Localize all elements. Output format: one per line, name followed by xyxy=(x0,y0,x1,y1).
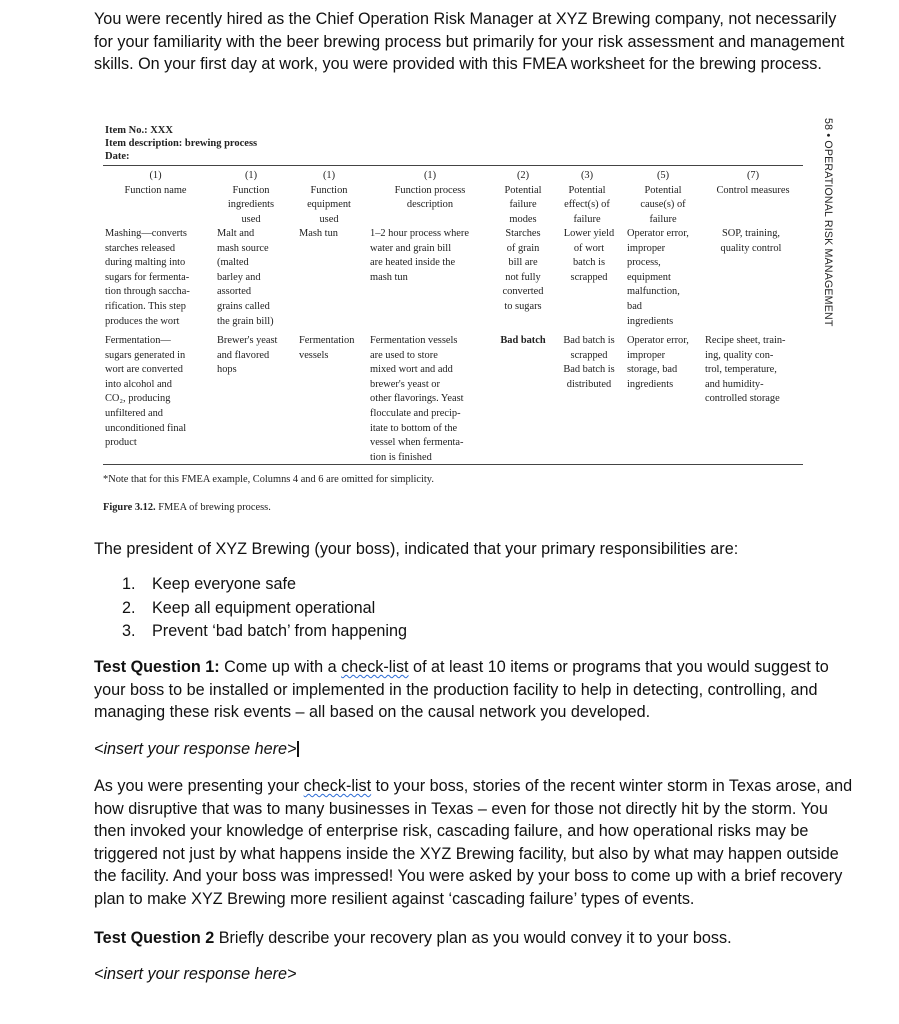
fmea-worksheet-figure xyxy=(96,114,807,524)
row-fermentation-function-name: Fermentation— sugars generated in wort are converted into alcohol and CO₂, producing unfiltered and unconditioned final product xyxy=(105,335,187,449)
col-header-process-description: (1) Function process description xyxy=(394,170,466,211)
col-header-effects: (3) Potential effect(s) of failure xyxy=(564,170,610,225)
list-item: 1. Keep everyone safe xyxy=(122,575,296,593)
check-list-word: check-list xyxy=(341,658,409,676)
table-top-rule xyxy=(103,165,803,166)
col-header-control-measures: (7) Control measures xyxy=(716,170,790,196)
list-item: 3. Prevent ‘bad batch’ from happening xyxy=(122,622,407,641)
running-header: 58 • OPERATIONAL RISK MANAGEMENT xyxy=(822,118,834,327)
figure-caption: Figure 3.12. FMEA of brewing process. xyxy=(103,502,271,513)
row-mashing-equipment: Mash tun xyxy=(299,228,338,239)
table-bottom-rule xyxy=(103,464,803,465)
row-fermentation-ingredients: Brewer's yeast and flavored hops xyxy=(217,335,278,376)
row-mashing-description: 1–2 hour process where water and grain bill are heated inside the mash tun xyxy=(370,228,469,283)
row-fermentation-causes: Operator error, improper storage, bad ingredients xyxy=(627,335,689,390)
item-description: Item description: brewing process xyxy=(105,138,258,149)
col-header-function-name: (1) Function name xyxy=(124,170,187,196)
row-mashing-failure-modes: Starches of grain bill are not fully converted to sugars xyxy=(502,228,544,312)
row-fermentation-failure-modes: Bad batch xyxy=(500,335,546,346)
row-fermentation-description: Fermentation vessels are used to store mixed wort and add brewer's yeast or other flavorings. Yeast flocculate and precip- itate to bottom of the vessel when fermenta- tion is finished xyxy=(370,335,464,463)
item-number: Item No.: XXX xyxy=(105,125,173,136)
intro-paragraph: You were recently hired as the Chief Operation Risk Manager at XYZ Brewing company, not necessarily for your familiarity with the beer brewing process but primarily for your risk assessment and management skills. On your first day at work, you were provided with this FMEA worksheet for the brewing process. xyxy=(94,10,845,74)
col-header-equipment: (1) Function equipment used xyxy=(307,170,351,225)
row-fermentation-controls: Recipe sheet, train- ing, quality con- trol, temperature, and humidity- controlled storage xyxy=(705,335,786,405)
row-mashing-causes: Operator error, improper process, equipment malfunction, bad ingredients xyxy=(627,228,689,327)
col-header-causes: (5) Potential cause(s) of failure xyxy=(640,170,686,225)
date-label: Date: xyxy=(105,151,130,162)
row-mashing-function-name: Mashing—converts starches released during malting into sugars for fermenta- tion through saccha- rification. This step produces the wort xyxy=(105,228,190,327)
col-header-ingredients: (1) Function ingredients used xyxy=(227,170,275,225)
test-question-2: Test Question 2 Briefly describe your recovery plan as you would convey it to your boss. xyxy=(94,929,732,947)
storm-paragraph: As you were presenting your check-list to your boss, stories of the recent winter storm in Texas arose, and how disruptive that was to many businesses in Texas – even for those not directly hit by the storm. You then invoked your knowledge of enterprise risk, cascading failure, and how operational risks may be triggered not just by what happens inside the XYZ Brewing facility, but also by what may happen outside the facility. And your boss was impressed! You were asked by your boss to come up with a brief recovery plan to make XYZ Brewing more resilient against ‘cascading failure’ types of events. xyxy=(94,777,853,908)
text-cursor xyxy=(297,741,299,757)
check-list-word: check-list xyxy=(303,777,372,795)
row-mashing-effects: Lower yield of wort batch is scrapped xyxy=(563,228,615,283)
test-question-1: Test Question 1: Come up with a check-list of at least 10 items or programs that you would suggest to your boss to be installed or implemented in the production facility to help in detecting, controlling, and managing these risk events – all based on the causal network you developed. xyxy=(94,658,829,722)
answer-2-field[interactable]: <insert your response here> xyxy=(94,965,297,983)
answer-1-field[interactable]: <insert your response here> xyxy=(94,738,299,761)
row-mashing-ingredients: Malt and mash source (malted barley and assorted grains called the grain bill) xyxy=(217,228,274,327)
row-mashing-controls: SOP, training, quality control xyxy=(720,228,782,254)
table-note: *Note that for this FMEA example, Columns 4 and 6 are omitted for simplicity. xyxy=(103,474,434,485)
responsibilities-list xyxy=(122,573,407,644)
col-header-failure-modes: (2) Potential failure modes xyxy=(504,170,542,225)
list-item: 2. Keep all equipment operational xyxy=(122,598,376,617)
row-fermentation-equipment: Fermentation vessels xyxy=(299,335,355,361)
row-fermentation-effects: Bad batch is scrapped Bad batch is distributed xyxy=(563,335,615,390)
president-paragraph: The president of XYZ Brewing (your boss), indicated that your primary responsibilities are: xyxy=(94,540,739,558)
